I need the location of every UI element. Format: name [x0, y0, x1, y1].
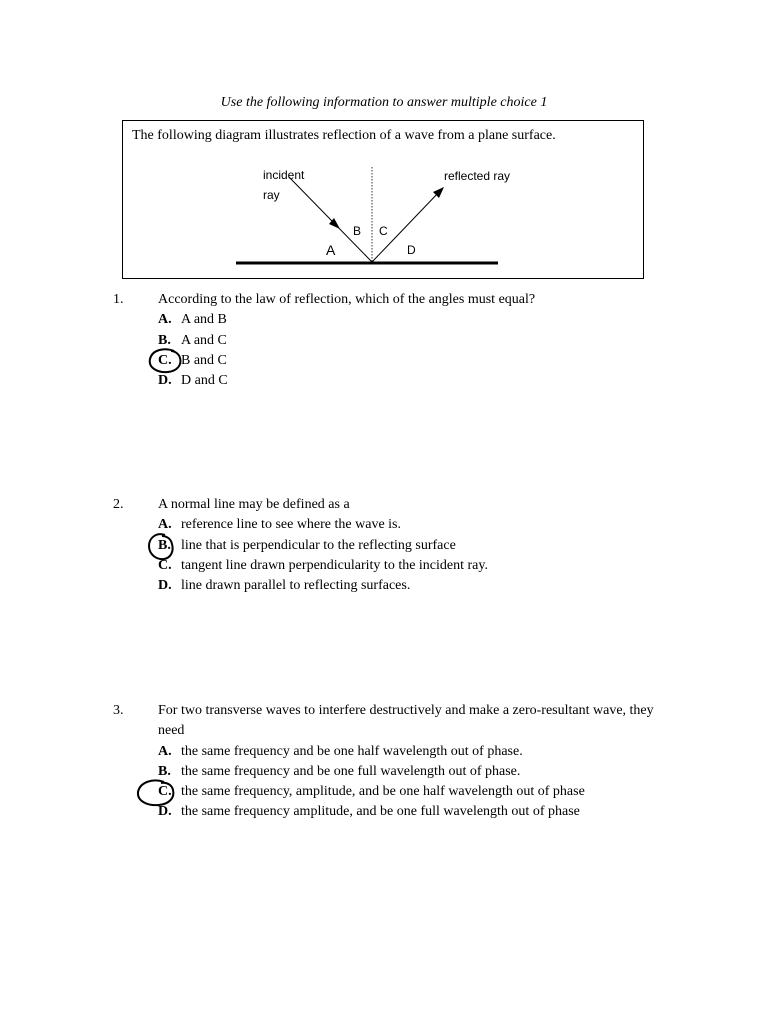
- info-text: The following diagram illustrates reflection of a wave from a plane surface.: [132, 128, 556, 143]
- incident-label-line1: incident: [263, 168, 305, 182]
- question-body: [158, 701, 668, 823]
- option-text: the same frequency, amplitude, and be one half wavelength out of phase: [181, 784, 585, 800]
- angle-c-label: C: [379, 224, 388, 238]
- option-letter: D.: [158, 578, 172, 594]
- option-text: B and C: [181, 352, 227, 368]
- option-text: line drawn parallel to reflecting surfaces.: [181, 578, 411, 594]
- info-box: [122, 120, 644, 279]
- option-text: A and C: [181, 332, 227, 348]
- option-letter: A.: [158, 743, 172, 759]
- angle-b-label: B: [353, 224, 362, 238]
- option-d[interactable]: [158, 371, 668, 391]
- option-a[interactable]: [158, 515, 668, 535]
- option-c[interactable]: [158, 351, 668, 371]
- option-text: D and C: [181, 373, 228, 389]
- angle-a-label: A: [326, 242, 336, 258]
- option-c[interactable]: [158, 782, 668, 802]
- option-c[interactable]: [158, 556, 668, 576]
- option-text: tangent line drawn perpendicularity to the incident ray.: [181, 557, 488, 573]
- option-b[interactable]: [158, 536, 668, 556]
- option-b[interactable]: [158, 762, 668, 782]
- option-letter: C.: [158, 557, 172, 573]
- question-stem: For two transverse waves to interfere destructively and make a zero-resultant wave, they need: [158, 703, 654, 739]
- option-text: the same frequency and be one half wavelength out of phase.: [181, 743, 523, 759]
- option-letter: B.: [158, 332, 171, 348]
- option-text: the same frequency and be one full wavelength out of phase.: [181, 763, 521, 779]
- option-text: A and B: [181, 312, 227, 328]
- option-text: line that is perpendicular to the reflecting surface: [181, 537, 456, 553]
- option-letter: C.: [158, 784, 172, 800]
- option-letter: A.: [158, 517, 172, 533]
- question-stem: A normal line may be defined as a: [158, 497, 350, 512]
- question-number: 1.: [113, 292, 124, 307]
- option-text: reference line to see where the wave is.: [181, 517, 401, 533]
- angle-d-label: D: [407, 243, 416, 257]
- question-number: 3.: [113, 703, 124, 718]
- reflected-label: reflected ray: [444, 169, 511, 183]
- option-b[interactable]: [158, 331, 668, 351]
- option-letter: D.: [158, 373, 172, 389]
- question-number: 2.: [113, 497, 124, 512]
- question-body: [158, 495, 668, 596]
- option-d[interactable]: [158, 576, 668, 596]
- question-stem: According to the law of reflection, which of the angles must equal?: [158, 292, 536, 307]
- option-letter: A.: [158, 312, 172, 328]
- option-letter: D.: [158, 804, 172, 820]
- option-d[interactable]: [158, 802, 668, 822]
- instruction-heading: Use the following information to answer multiple choice 1: [220, 95, 548, 110]
- question-body: [158, 290, 668, 391]
- option-letter: C.: [158, 352, 172, 368]
- option-a[interactable]: [158, 310, 668, 330]
- reflection-diagram: [123, 121, 645, 280]
- option-text: the same frequency amplitude, and be one full wavelength out of phase: [181, 804, 580, 820]
- option-a[interactable]: [158, 742, 668, 762]
- incident-label-line2: ray: [263, 188, 280, 202]
- option-letter: B.: [158, 763, 171, 779]
- option-letter: B.: [158, 537, 171, 553]
